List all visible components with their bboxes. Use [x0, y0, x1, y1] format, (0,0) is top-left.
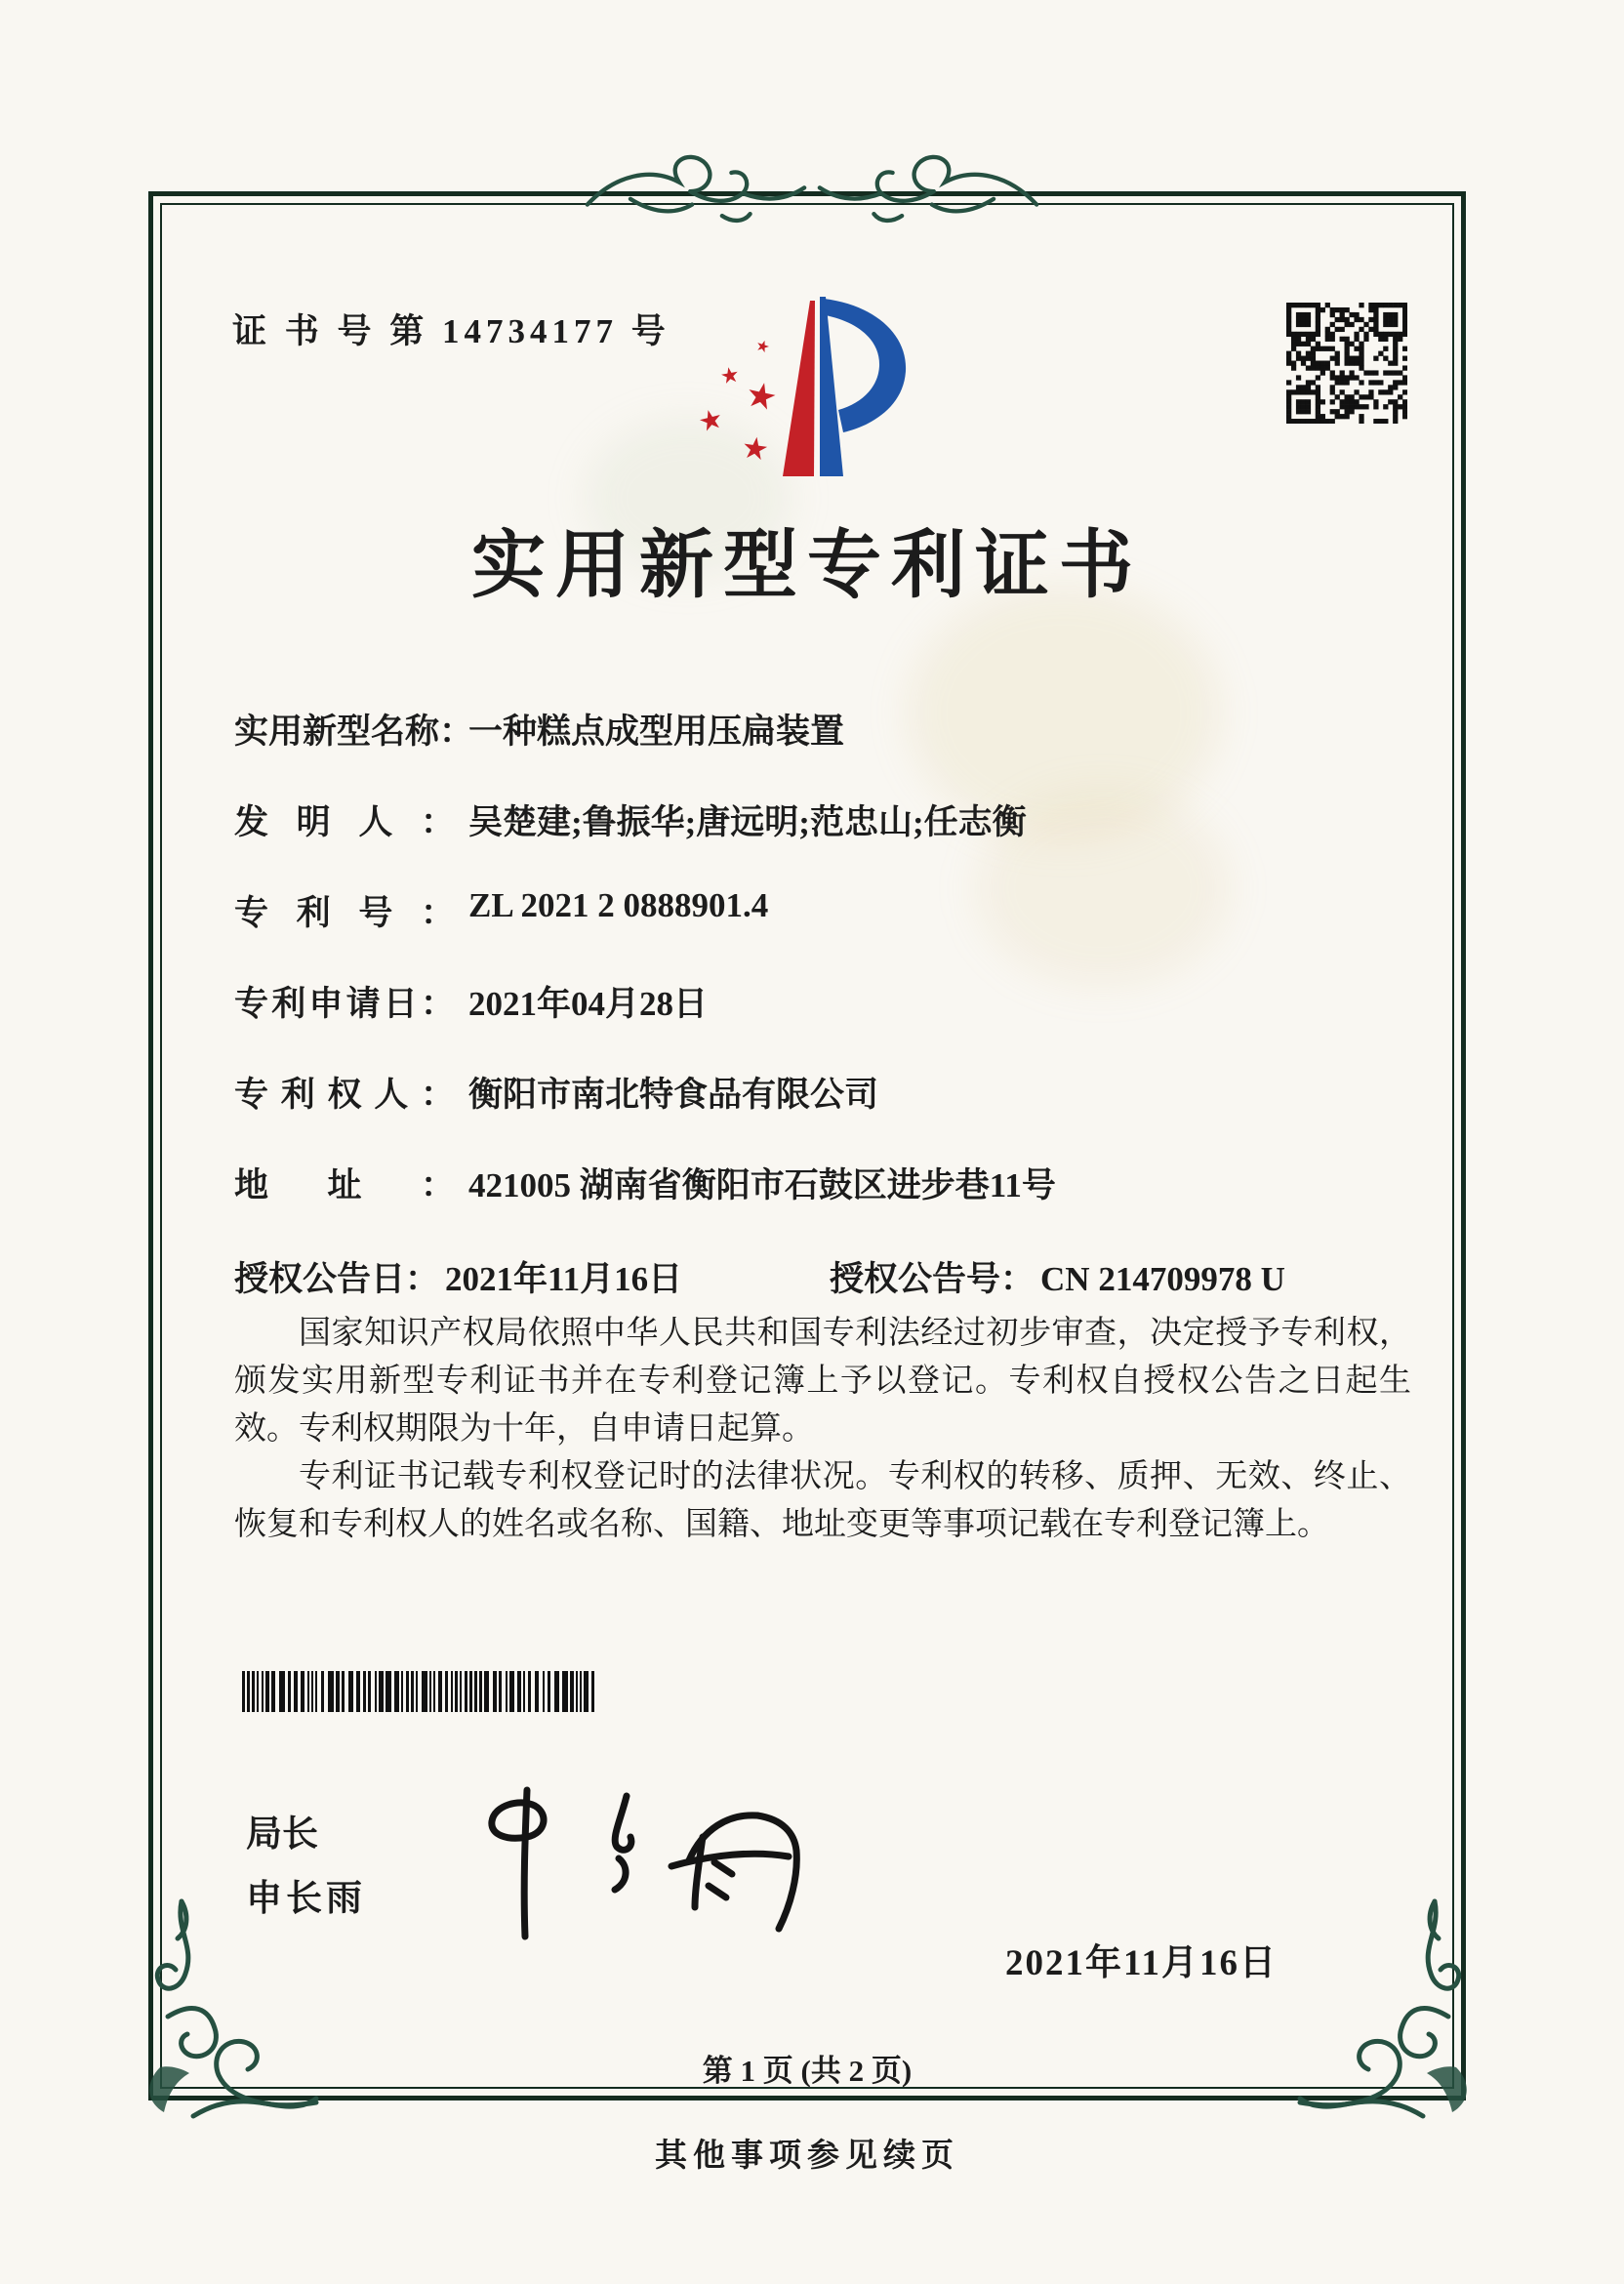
field-row [234, 886, 1425, 977]
field-row [234, 1159, 1425, 1249]
legal-paragraph: 国家知识产权局依照中华人民共和国专利法经过初步审查，决定授予专利权，颁发实用新型专利证书并在专利登记簿上予以登记。专利权自授权公告之日起生效。专利权期限为十年，自申请日起算。 [234, 1316, 1411, 1447]
legal-text [234, 1310, 1411, 1549]
continuation-note: 其他事项参见续页 [655, 2139, 959, 2174]
certificate-title: 实用新型专利证书 [471, 525, 1143, 607]
grant-date-value: 2021年11月16日 [445, 1260, 683, 1298]
field-row [234, 795, 1425, 886]
grant-no-value: CN 214709978 U [1040, 1260, 1285, 1298]
star-icon: ★ [742, 374, 782, 419]
star-icon: ★ [739, 429, 772, 468]
cnipa-logo [695, 293, 929, 488]
grant-date-label: 授权公告日： [234, 1260, 440, 1298]
field-row [234, 705, 1425, 795]
field-value: 2021年04月28日 [468, 985, 709, 1023]
field-row [234, 1068, 1425, 1159]
signer-name: 申长雨 [246, 1879, 366, 1919]
fields-section [234, 705, 1425, 1249]
field-label: 专利申请日： [234, 985, 455, 1023]
signature-handwriting [410, 1769, 898, 1954]
grant-no-label: 授权公告号： [830, 1260, 1035, 1298]
field-value: 421005 湖南省衡阳市石鼓区进步巷11号 [468, 1166, 1056, 1204]
field-label: 专利权人： [234, 1076, 455, 1114]
issue-date: 2021年11月16日 [1005, 1943, 1278, 1983]
grant-row [234, 1252, 1429, 1301]
page-indicator: 第 1 页 (共 2 页) [702, 2054, 913, 2088]
field-value: 吴楚建;鲁振华;唐远明;范忠山;任志衡 [468, 803, 1027, 841]
legal-paragraph: 专利证书记载专利权登记时的法律状况。专利权的转移、质押、无效、终止、恢复和专利权人的姓名或名称、国籍、地址变更等事项记载在专利登记簿上。 [234, 1459, 1411, 1542]
field-value: 衡阳市南北特食品有限公司 [468, 1076, 879, 1114]
field-value: ZL 2021 2 0888901.4 [468, 886, 769, 924]
barcode [242, 1669, 601, 1714]
star-icon: ★ [752, 337, 772, 357]
star-icon: ★ [695, 403, 727, 439]
field-label: 发明人： [234, 803, 455, 841]
qr-code [1286, 303, 1407, 424]
signer-title: 局长 [246, 1815, 318, 1855]
field-label: 地址： [234, 1166, 455, 1204]
field-value: 一种糕点成型用压扁装置 [468, 713, 845, 751]
certificate-number: 证 书 号 第 14734177 号 [232, 312, 670, 350]
field-row [234, 977, 1425, 1068]
logo-p-shape [771, 293, 917, 483]
field-label: 实用新型名称： [234, 713, 474, 751]
field-label: 专利号： [234, 894, 455, 932]
star-icon: ★ [717, 361, 742, 389]
